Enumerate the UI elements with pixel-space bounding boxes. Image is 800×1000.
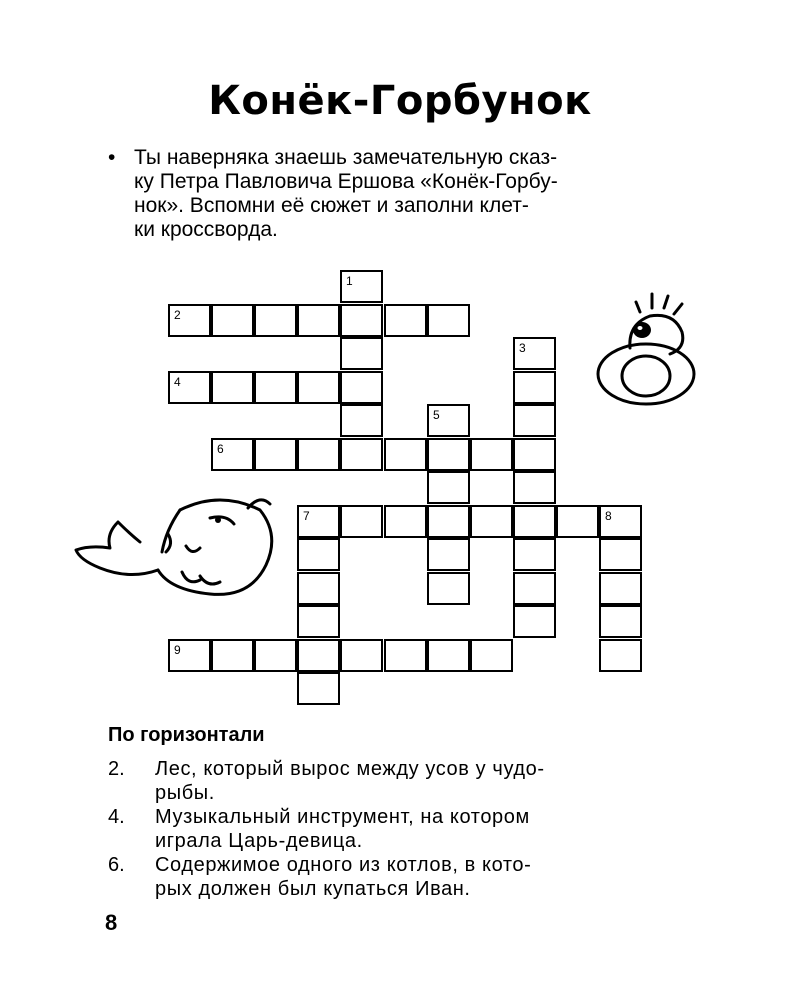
crossword-cell[interactable]	[340, 337, 383, 370]
crossword-cell[interactable]	[297, 605, 340, 638]
crossword-cell[interactable]	[427, 505, 470, 538]
crossword-cell[interactable]	[470, 438, 513, 471]
clue-text: Содержимое одного из котлов, в кото-	[155, 854, 532, 876]
ring-icon	[590, 288, 705, 413]
crossword-cell[interactable]	[211, 371, 254, 404]
crossword-number: 5	[433, 408, 440, 422]
clue-text: рых должен был купаться Иван.	[155, 878, 471, 900]
fish-icon	[70, 490, 280, 610]
crossword-cell[interactable]	[470, 639, 513, 672]
intro-line: нок». Вспомни её сюжет и заполни клет-	[134, 194, 529, 217]
crossword-cell[interactable]	[427, 639, 470, 672]
clue-number: 2.	[108, 758, 125, 780]
crossword-cell[interactable]	[297, 672, 340, 705]
crossword-cell[interactable]	[254, 438, 297, 471]
crossword-cell[interactable]	[340, 438, 383, 471]
clue-text: Лес, который вырос между усов у чудо-	[155, 758, 545, 780]
crossword-cell[interactable]	[384, 438, 427, 471]
crossword-cell[interactable]	[211, 639, 254, 672]
crossword-cell[interactable]	[427, 304, 470, 337]
crossword-number: 2	[174, 308, 181, 322]
crossword-cell[interactable]	[470, 505, 513, 538]
crossword-cell[interactable]	[513, 505, 556, 538]
crossword-cell[interactable]	[427, 471, 470, 504]
bullet: •	[108, 146, 116, 169]
crossword-cell[interactable]	[297, 572, 340, 605]
clue-number: 4.	[108, 806, 125, 828]
crossword-cell[interactable]	[340, 404, 383, 437]
intro-line: ки кроссворда.	[134, 218, 278, 241]
crossword-cell[interactable]	[340, 371, 383, 404]
crossword-number: 8	[605, 509, 612, 523]
clue-text: Музыкальный инструмент, на котором	[155, 806, 530, 828]
crossword-cell[interactable]	[297, 304, 340, 337]
crossword-number: 9	[174, 643, 181, 657]
crossword-number: 7	[303, 509, 310, 523]
crossword-cell[interactable]	[340, 505, 383, 538]
crossword-cell[interactable]	[513, 471, 556, 504]
section-title-across: По горизонтали	[108, 724, 265, 746]
crossword-cell[interactable]	[340, 304, 383, 337]
crossword-cell[interactable]	[599, 538, 642, 571]
crossword-cell[interactable]	[427, 438, 470, 471]
crossword-cell[interactable]	[513, 438, 556, 471]
crossword-cell[interactable]	[297, 538, 340, 571]
crossword-cell[interactable]	[599, 605, 642, 638]
crossword-cell[interactable]	[297, 639, 340, 672]
crossword-cell[interactable]	[384, 639, 427, 672]
crossword-cell[interactable]	[599, 639, 642, 672]
intro-line: Ты наверняка знаешь замечательную сказ-	[134, 146, 558, 169]
page-number: 8	[105, 910, 118, 935]
clue-number: 6.	[108, 854, 125, 876]
crossword-number: 6	[217, 442, 224, 456]
crossword-cell[interactable]	[427, 572, 470, 605]
crossword-cell[interactable]	[384, 304, 427, 337]
crossword-cell[interactable]	[254, 639, 297, 672]
crossword-cell[interactable]	[513, 538, 556, 571]
crossword-number: 4	[174, 375, 181, 389]
crossword-cell[interactable]	[340, 639, 383, 672]
clue-text: играла Царь-девица.	[155, 830, 363, 852]
crossword-cell[interactable]	[254, 304, 297, 337]
crossword-cell[interactable]	[384, 505, 427, 538]
crossword-cell[interactable]	[297, 438, 340, 471]
crossword-cell[interactable]	[211, 304, 254, 337]
intro-line: ку Петра Павловича Ершова «Конёк-Горбу-	[134, 170, 558, 193]
crossword-cell[interactable]	[513, 605, 556, 638]
crossword-cell[interactable]	[599, 572, 642, 605]
crossword-number: 1	[346, 274, 353, 288]
crossword-cell[interactable]	[513, 572, 556, 605]
page-title: Конёк-Горбунок	[208, 78, 592, 124]
crossword-cell[interactable]	[513, 371, 556, 404]
crossword-cell[interactable]	[297, 371, 340, 404]
crossword-number: 3	[519, 341, 526, 355]
crossword-cell[interactable]	[427, 538, 470, 571]
crossword-cell[interactable]	[556, 505, 599, 538]
clue-text: рыбы.	[155, 782, 215, 804]
crossword-cell[interactable]	[513, 404, 556, 437]
crossword-cell[interactable]	[254, 371, 297, 404]
